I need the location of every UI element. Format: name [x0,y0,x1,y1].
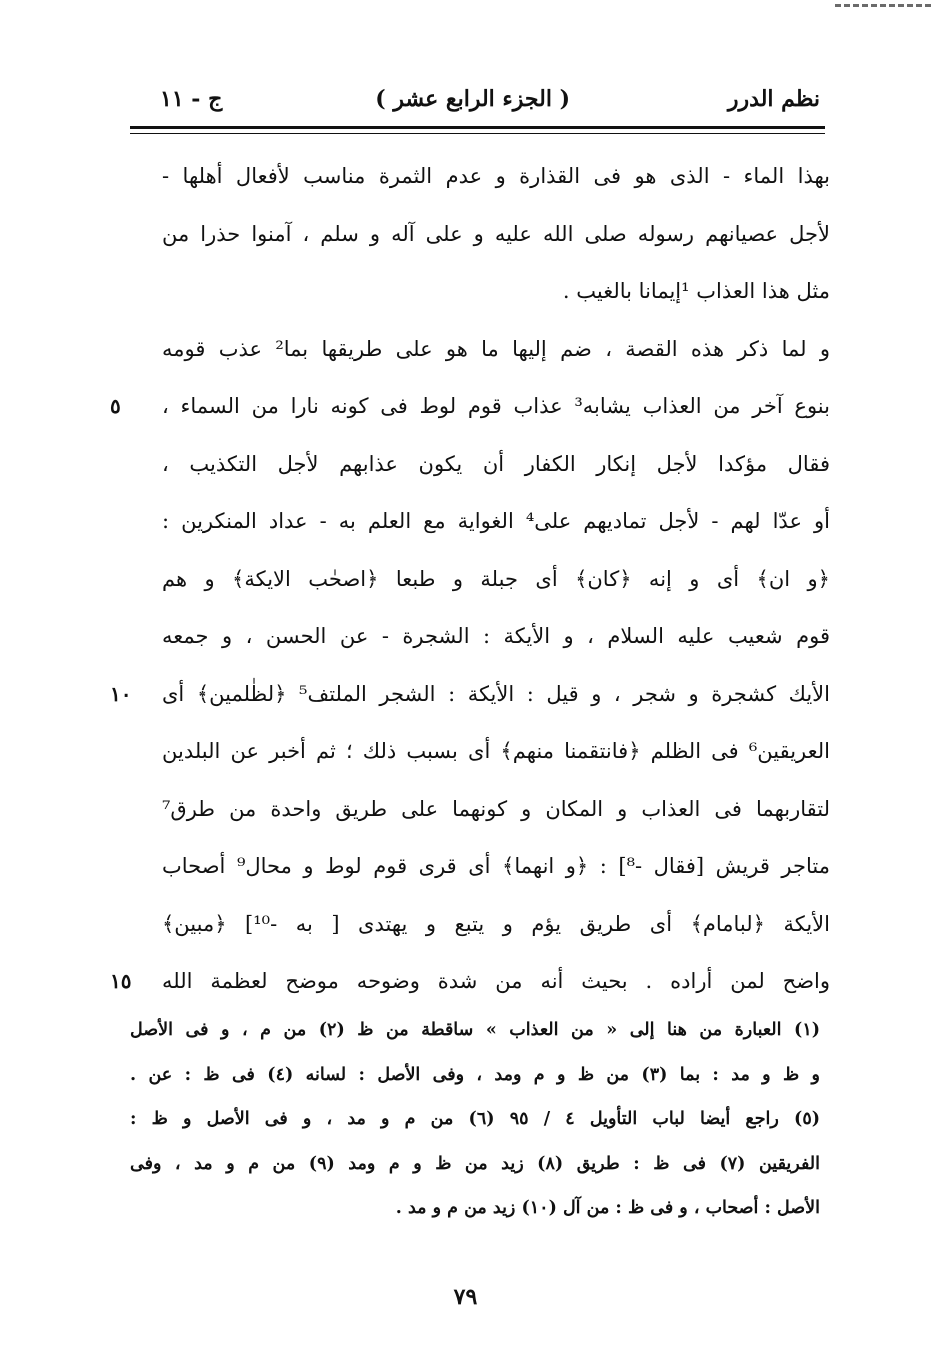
line-text: و لما ذكر هذه القصة ، ضم إليها ما هو على طريقها بما² عذب قومه [162,336,830,361]
footnotes [130,1008,820,1231]
line-number: ٥ [110,394,121,418]
line-text: الأيكة ﴿لبامام﴾ أى طريق يؤم و يتبع و يهتدى [ به -¹⁰] ﴿مبين﴾ [162,911,830,936]
header-rule-thick [130,126,825,129]
line-text: لتقاربهما فى العذاب و المكان و كونهما على طريق واحدة من طرق⁷ [162,796,830,821]
text-line [110,436,840,494]
text-line [110,551,840,609]
line-text: متاجر قريش [فقال -⁸] : ﴿و انهما﴾ أى قرى قوم لوط و محال⁹ أصحاب [162,854,830,878]
line-text: مثل هذا العذاب ¹إيمانا بالغيب . [562,279,830,303]
line-text: بهذا الماء - الذى هو فى القذارة و عدم الثمرة مناسب لأفعال أهلها - [162,164,830,188]
text-line [110,206,840,264]
line-text: الأيك كشجرة و شجر ، و قيل : الأيكة : الشجر الملتف⁵ ﴿لظٰلمين﴾ أى [162,681,830,706]
text-line [110,263,840,321]
line-text: فقال مؤكدا لأجل إنكار الكفار أن يكون عذابهم لأجل التكذيب ، [162,451,830,476]
footnote-line: (٥) راجع أيضا لباب التأويل ٤ / ٩٥ (٦) من م و مد ، و فى الأصل و ظ : [130,1109,821,1129]
footnote-line: الأصل : أصحاب ، و فى ظ : من آل (١٠) زيد من م و مد . [395,1198,820,1218]
line-number: ١٥ [110,969,132,993]
text-line [110,666,840,724]
volume-ref: ج - ١١ [160,86,223,112]
text-line [110,723,840,781]
header-rule-thin [130,133,825,134]
text-line [110,493,840,551]
text-line [110,838,840,896]
text-line [110,896,840,954]
text-line [110,148,840,206]
line-text: قوم شعيب عليه السلام ، و الأيكة : الشجرة - عن الحسن ، و جمعه [162,624,830,648]
line-number: ١٠ [110,681,132,706]
text-line [110,953,840,1011]
footnote-line: الفريقين (٧) فى ظ : طريق (٨) زيد من ظ و م ومد (٩) من م و مد ، وفى [130,1153,820,1174]
line-text: العريقين⁶ فى الظلم ﴿فانتقمنا منهم﴾ أى بسبب ذلك ؛ ثم أخبر عن البلدين [162,739,830,763]
page-number: ٧٩ [453,1284,478,1310]
footnote-line: و ظ و مد : بما (٣) من ظ و م ومد ، وفى الأصل : لسانه (٤) فى ظ : عن . [130,1064,820,1085]
line-text: ﴿و ان﴾ أى و إنه ﴿كان﴾ أى جبلة و طبعا ﴿اصحٰب الايكة﴾ و هم [162,566,830,591]
running-header [130,86,820,122]
footnote-line: (١) العبارة من هنا إلى « من العذاب » ساقطة من ظ (٢) من م ، و فى الأصل [130,1020,820,1040]
book-title: نظم الدرر [727,86,820,112]
part-label: ( الجزء الرابع عشر ) [375,86,570,112]
text-line [110,321,840,379]
line-text: لأجل عصيانهم رسوله صلى الله عليه و على آله و سلم ، آمنوا حذرا من [162,221,830,246]
line-text: أو عدّا لهم - لأجل تماديهم على⁴ الغواية مع العلم به - عداد المنكرين : [162,509,830,533]
line-text: واضح لمن أراده . بحيث أنه من شدة وضوحه موضح لعظمة الله [162,969,830,993]
main-text [110,148,840,1011]
line-text: بنوع آخر من العذاب يشابه³ عذاب قوم لوط فى كونه نارا من السماء ، [162,394,830,418]
text-line [110,608,840,666]
corner-scan-mark [835,4,931,7]
text-line [110,378,840,436]
text-line [110,781,840,839]
